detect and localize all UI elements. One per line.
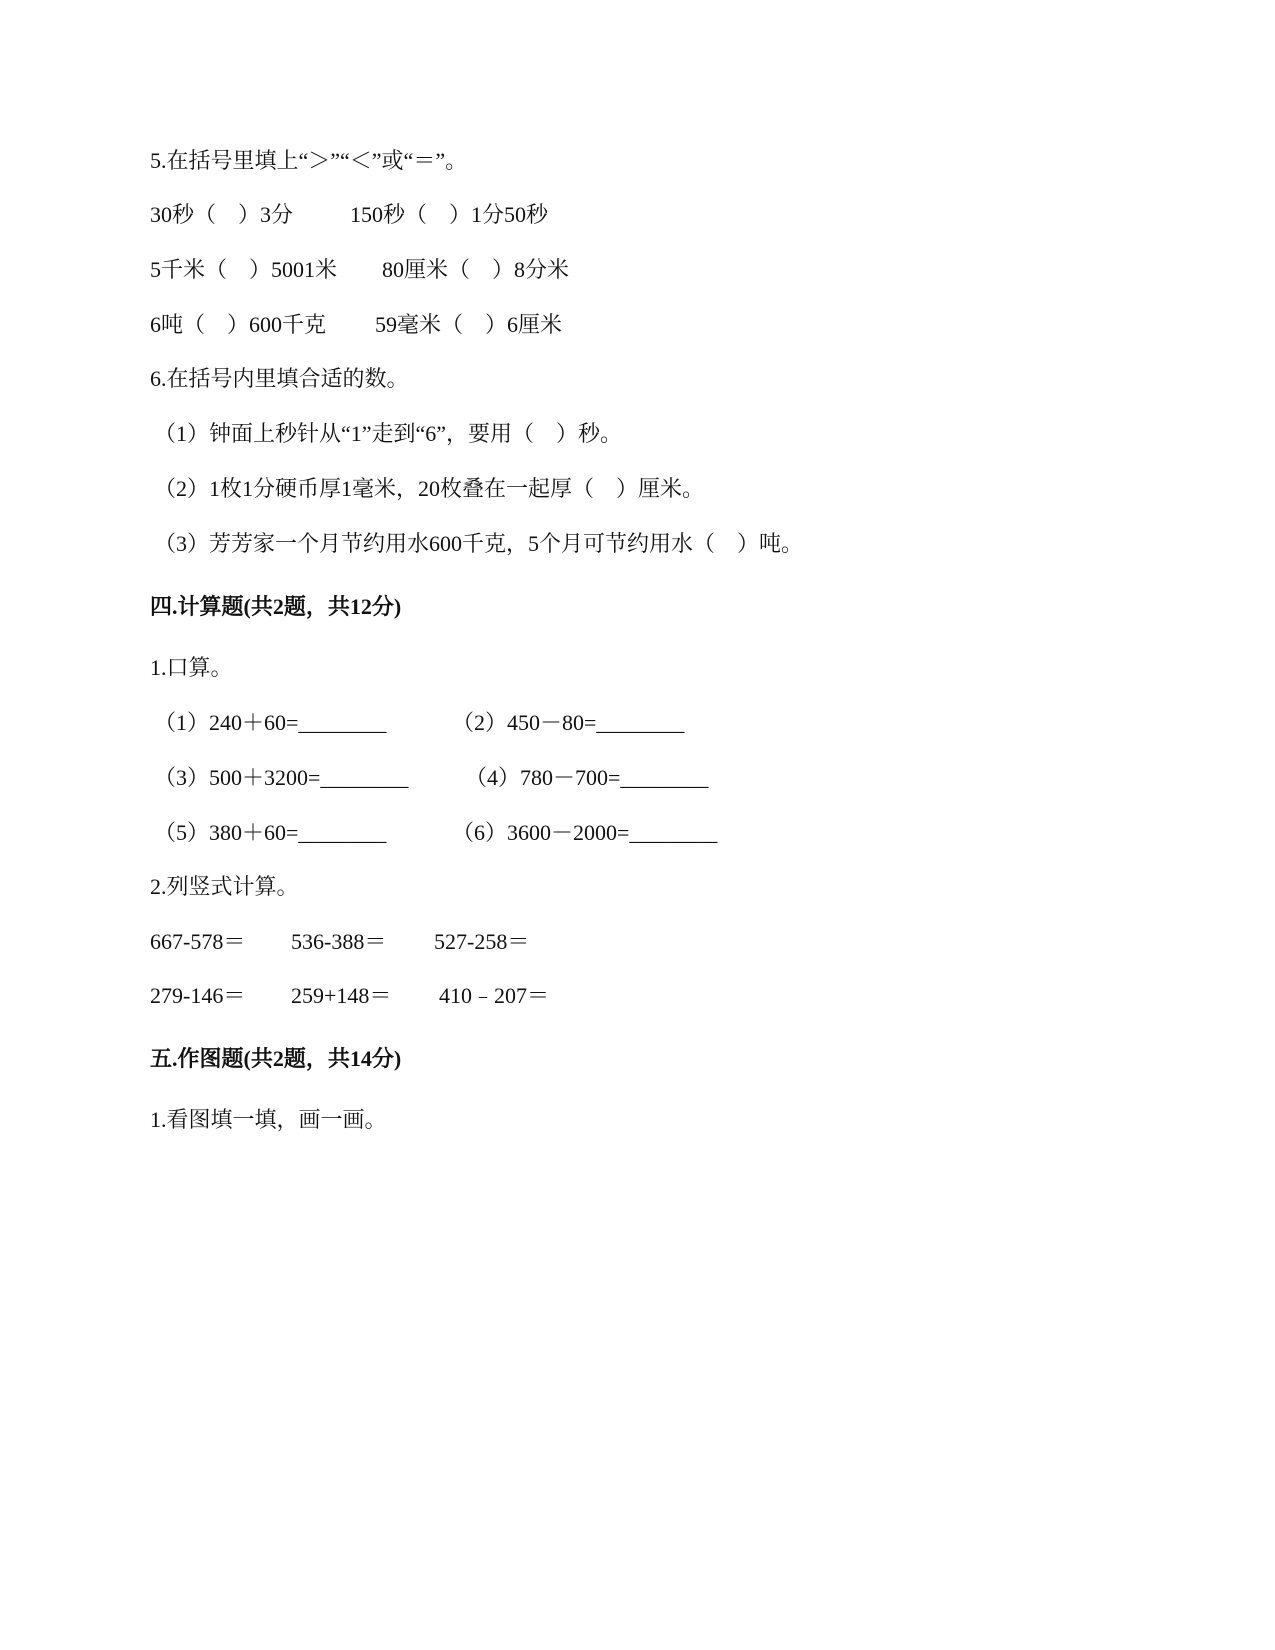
calc-q1-title: 1.口算。 xyxy=(150,655,233,680)
calc-q2-title: 2.列竖式计算。 xyxy=(150,874,299,899)
vertical-calc-1: 667-578＝ xyxy=(150,929,246,954)
section-4-heading: 四.计算题(共2题，共12分) xyxy=(150,594,402,619)
vertical-calc-3: 527-258＝ xyxy=(434,929,530,954)
vertical-calc-4: 279-146＝ xyxy=(150,983,246,1008)
drawing-q1-title: 1.看图填一填，画一画。 xyxy=(150,1107,387,1132)
mental-math-4: （4）780－700=________ xyxy=(465,765,709,790)
mental-math-2: （2）450－80=________ xyxy=(452,710,685,735)
mental-math-5: （5）380＋60=________ xyxy=(154,820,387,845)
question-6-item-1: （1）钟面上秒针从“1”走到“6”，要用（ ）秒。 xyxy=(154,421,623,446)
vertical-calc-6: 410﹣207＝ xyxy=(439,983,550,1008)
compare-row-3-left: 6吨（ ）600千克 xyxy=(150,312,327,337)
compare-row-2-right: 80厘米（ ）8分米 xyxy=(382,257,570,282)
section-5-heading: 五.作图题(共2题，共14分) xyxy=(150,1046,402,1071)
question-6-item-3: （3）芳芳家一个月节约用水600千克，5个月可节约用水（ ）吨。 xyxy=(154,531,804,556)
compare-row-1-left: 30秒（ ）3分 xyxy=(150,202,294,227)
question-6-item-2: （2）1枚1分硬币厚1毫米，20枚叠在一起厚（ ）厘米。 xyxy=(154,476,705,501)
compare-row-3-right: 59毫米（ ）6厘米 xyxy=(375,312,563,337)
mental-math-1: （1）240＋60=________ xyxy=(154,710,387,735)
vertical-calc-2: 536-388＝ xyxy=(291,929,387,954)
compare-row-2-left: 5千米（ ）5001米 xyxy=(150,257,338,282)
mental-math-3: （3）500＋3200=________ xyxy=(154,765,409,790)
compare-row-1-right: 150秒（ ）1分50秒 xyxy=(350,202,549,227)
question-5-title: 5.在括号里填上“＞”“＜”或“＝”。 xyxy=(150,148,468,173)
vertical-calc-5: 259+148＝ xyxy=(291,983,392,1008)
mental-math-6: （6）3600－2000=________ xyxy=(452,820,718,845)
question-6-title: 6.在括号内里填合适的数。 xyxy=(150,366,409,391)
